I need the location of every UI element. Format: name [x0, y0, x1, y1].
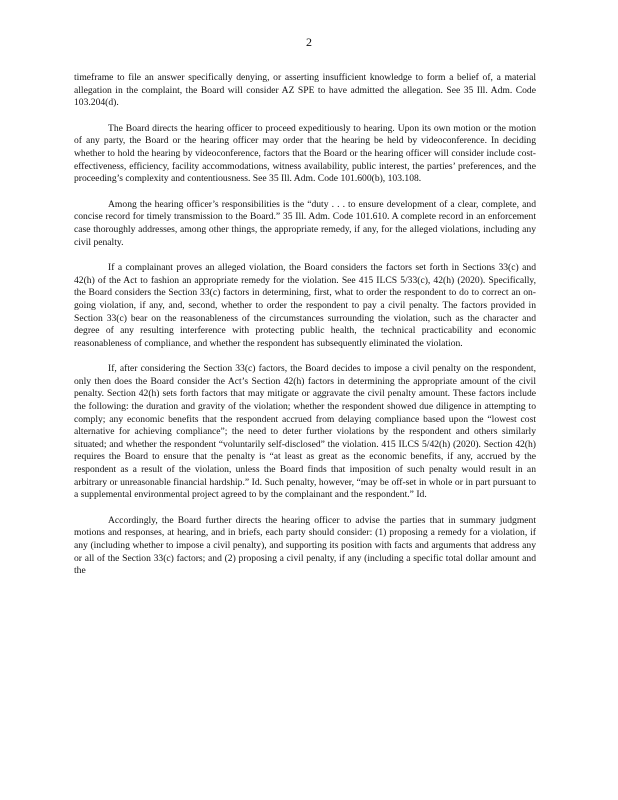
paragraph-party-directions: Accordingly, the Board further directs the hearing officer to advise the parties that in summary judgment motions and responses, at hearing, and in briefs, each party should consider: (1) proposing a remedy for a violation, if any (including whether to impose a civil penalty), and supporting its position with facts and arguments that address any or all of the Section 33(c) factors; and (2) proposing a civil penalty, if any (including a specific total dollar amount and the [74, 514, 536, 577]
document-body [74, 72, 536, 591]
paragraph-hearing-direction: The Board directs the hearing officer to proceed expeditiously to hearing. Upon its own motion or the motion of any party, the Board or the hearing officer may order that the hearing be held by videoconference. In deciding whether to hold the hearing by videoconference, factors that the Board or the hearing officer will consider include cost-effectiveness, efficiency, facility accommodations, witness availability, public interest, the parties’ preferences, and the proceeding’s complexity and contentiousness. See 35 Ill. Adm. Code 101.600(b), 103.108. [74, 122, 536, 185]
paragraph-section-42h: If, after considering the Section 33(c) factors, the Board decides to impose a civil penalty on the respondent, only then does the Board consider the Act’s Section 42(h) factors in determining the appropriate amount of the civil penalty. Section 42(h) sets forth factors that may mitigate or aggravate the civil penalty amount. These factors include the following: the duration and gravity of the violation; whether the respondent showed due diligence in attempting to comply; any economic benefits that the respondent accrued from delaying compliance based upon the “lowest cost alternative for achieving compliance”; the need to deter further violations by the respondent and others similarly situated; and whether the respondent “voluntarily self-disclosed” the violation. 415 ILCS 5/42(h) (2020). Section 42(h) requires the Board to ensure that the penalty is “at least as great as the economic benefits, if any, accrued by the respondent as a result of the violation, unless the Board finds that imposition of such penalty would result in an arbitrary or unreasonable financial hardship.” Id. Such penalty, however, “may be off-set in whole or in part pursuant to a supplemental environmental project agreed to by the complainant and the respondent.” Id. [74, 363, 536, 501]
paragraph-hearing-officer-duties: Among the hearing officer’s responsibilities is the “duty . . . to ensure development of a clear, complete, and concise record for timely transmission to the Board.” 35 Ill. Adm. Code 101.610. A complete record in an enforcement case thoroughly addresses, among other things, the appropriate remedy, if any, for the alleged violations, including any civil penalty. [74, 198, 536, 248]
page-number: 2 [306, 35, 312, 49]
paragraph-section-33c: If a complainant proves an alleged violation, the Board considers the factors set forth in Sections 33(c) and 42(h) of the Act to fashion an appropriate remedy for the violation. See 415 ILCS 5/33(c), 42(h) (2020). Specifically, the Board considers the Section 33(c) factors in determining, first, what to order the respondent to do to correct an on-going violation, if any, and, second, whether to order the respondent to pay a civil penalty. The factors provided in Section 33(c) bear on the reasonableness of the circumstances surrounding the violation, such as the character and degree of any resulting interference with protecting public health, the technical practicability and economic reasonableness of compliance, and whether the respondent has subsequently eliminated the violation. [74, 262, 536, 349]
paragraph-answer-timeframe: timeframe to file an answer specifically denying, or asserting insufficient knowledge to form a belief of, a material allegation in the complaint, the Board will consider AZ SPE to have admitted the allegation. See 35 Ill. Adm. Code 103.204(d). [74, 72, 536, 109]
